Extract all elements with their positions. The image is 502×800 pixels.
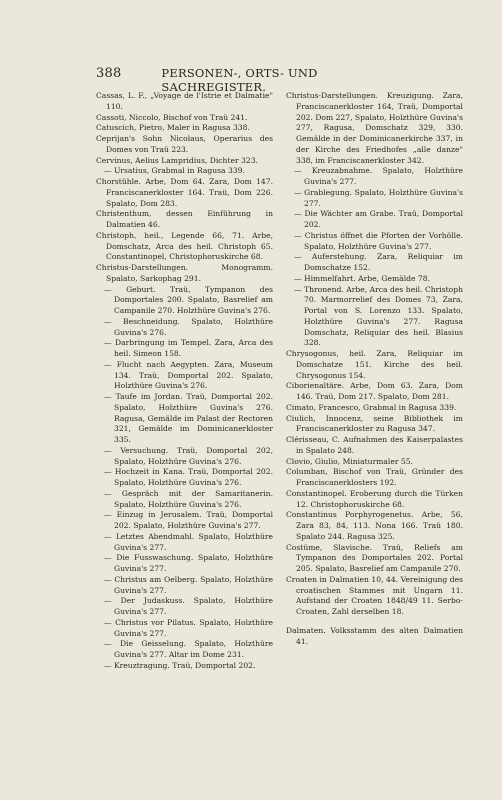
index-subentry: — Einzug in Jerusalem. Traü, Domportal 202. Spalato, Holzthüre Guvina's 277. xyxy=(104,510,273,530)
index-entry: Cassoti, Niccolo, Bischof von Traü 241. xyxy=(96,112,248,122)
index-entry: Clovio, Giulio, Miniaturmaler 55. xyxy=(286,456,413,466)
index-entry: Cassas, L. F., „Voyage de l'Istrie et Dalmatie" 110. xyxy=(96,91,273,111)
index-subentry: — Ursatius, Grabmal in Ragusa 339. xyxy=(104,166,245,176)
index-column-right xyxy=(286,91,463,647)
index-entry: Costüme, Slavische. Traü, Reliefs am Tympanon des Domportales 202. Portal 205. Spalato, Basrelief am Campanile 270. xyxy=(286,542,463,573)
index-entry: Dalmaten. Volksstamm des alten Dalmatien 41. xyxy=(286,625,463,646)
index-entry: Christenthum, dessen Einführung in Dalmatien 46. xyxy=(96,209,273,229)
index-subentry: — Die Geisselung. Spalato, Holzthüre Guvina's 277. Altar im Dome 231. xyxy=(104,639,273,659)
index-entry: Chorstühle. Arbe, Dom 64. Zara, Dom 147. Franciscanerkloster 164. Traü, Dom 226. Spalato, Dom 283. xyxy=(96,177,273,208)
index-entry: Ceprijan's Sohn Nicolaus, Operarius des Domes von Traü 223. xyxy=(96,134,273,154)
index-subentry: — Himmelfahrt. Arbe, Gemälde 78. xyxy=(294,273,430,283)
index-subentry: — Gespräch mit der Samaritanerin. Spalato, Holzthüre Guvina's 276. xyxy=(104,488,273,509)
index-subentry: — Thronend. Arbe, Arca des heil. Christoph 70. Marmorrelief des Domes 73, Zara, Portal von S. Lorenzo 133. Spalato, Holzthüre Guvina's 277. Ragusa Domschatz, Reliquiar des heil. Blasius 328. xyxy=(294,284,463,348)
index-entry: Cervinus, Aelius Lampridius, Dichter 323. xyxy=(96,155,258,165)
index-subentry: — Letztes Abendmahl. Spalato, Holzthüre Guvina's 277. xyxy=(104,531,273,552)
index-subentry: — Auferstehung. Zara, Reliquiar im Domschatze 152. xyxy=(294,252,463,272)
index-subentry: — Darbringung im Tempel. Zara, Arca des heil. Simeon 158. xyxy=(104,338,273,358)
index-entry: Clérisseau, C. Aufnahmen des Kaiserpalastes in Spalato 248. xyxy=(286,435,463,455)
entry-gap xyxy=(286,618,463,626)
index-subentry: — Die Wächter am Grabe. Traü, Domportal 202. xyxy=(294,209,463,229)
index-column-left xyxy=(96,91,273,672)
index-subentry: — Versuchung. Traü, Domportal 202, Spalato, Holzthüre Guvina's 276. xyxy=(104,445,273,466)
index-subentry: — Der Judaskuss. Spalato, Holzthüre Guvina's 277. xyxy=(104,596,273,616)
index-subentry: — Christus öffnet die Pforten der Vorhölle. Spalato, Holzthüre Guvina's 277. xyxy=(294,230,463,251)
index-subentry: — Geburt. Traü, Tympanon des Domportales 200. Spalato, Basrelief am Campanile 270. Holzthüre Guvina's 276. xyxy=(104,284,273,315)
index-subentry: — Die Fusswaschung. Spalato, Holzthüre Guvina's 277. xyxy=(104,553,273,573)
index-entry: Columban, Bischof von Traü, Gründer des Franciscanerklosters 192. xyxy=(286,467,463,487)
index-entry: Constantinopel. Eroberung durch die Türken 12. Christophoruskirche 68. xyxy=(286,488,463,509)
running-title: PERSONEN-, ORTS- UND SACHREGISTER. xyxy=(161,66,318,94)
index-entry: Catuscich, Pietro, Maler in Ragusa 338. xyxy=(96,123,250,133)
index-subentry: — Beschneidung. Spalato, Holzthüre Guvina's 276. xyxy=(104,316,273,337)
index-entry: Chrysogonus, heil. Zara, Reliquiar im Domschatze 151. Kirche des heil. Chrysogonus 154. xyxy=(286,349,463,380)
index-subentry: — Christus vor Pilatus. Spalato, Holzthüre Guvina's 277. xyxy=(104,617,273,638)
index-entry: Ciulich, Innocenz, seine Bibliothek im Franciscanerkloster zu Ragusa 347. xyxy=(286,413,463,434)
page-header xyxy=(96,66,396,94)
index-subentry: — Hochzeit in Kana. Traü, Domportal 202. Spalato, Holzthüre Guvina's 276. xyxy=(104,467,273,487)
index-entry: Christoph, heil., Legende 66, 71. Arbe, Domschatz, Arca des heil. Christoph 65. Constantinopel, Christophoruskirche 68. xyxy=(96,230,273,262)
index-subentry: — Taufe im Jordan. Traü, Domportal 202. Spalato, Holzthüre Guvina's 276. Ragusa, Gemälde im Palast der Rectoren 321, Gemälde im Dominicanerkloster 335. xyxy=(104,392,273,444)
index-subentry: — Grablegung. Spalato, Holzthüre Guvina's 277. xyxy=(294,187,463,208)
index-subentry: — Christus am Oelberg. Spalato, Holzthüre Guvina's 277. xyxy=(104,574,273,595)
index-subentry: — Flucht nach Aegypten. Zara, Museum 134. Traü, Domportal 202. Spalato, Holzthüre Guvina's 276. xyxy=(104,359,273,391)
page-number: 388 xyxy=(96,66,122,81)
index-subentry: — Kreuztragung. Traü, Domportal 202. xyxy=(104,660,256,670)
index-entry: Christus-Darstellungen. Monogramm. Spalato, Sarkophag 291. xyxy=(96,263,273,283)
index-entry: Constantinus Porphyrogenetus. Arbe, 56, Zara 83, 84, 113. Nona 166. Traü 180. Spalato 244. Ragusa 325. xyxy=(286,510,463,541)
index-entry: Christus-Darstellungen. Kreuzigung. Zara, Franciscanerkloster 164, Traü, Domportal 202. Dom 227, Spalato, Holzthüre Guvina's 277, Ragusa, Domschatz 329, 330. Gemälde in der Dominicanerkirche 337, in der Kirche des Friedhofes „alle danze" 338, im Franciscanerkloster 342. xyxy=(286,91,463,165)
index-entry: Cimato, Francesco, Grabmal in Ragusa 339. xyxy=(286,402,457,412)
index-entry: Croaten in Dalmatien 10, 44. Vereinigung des croatischen Stammes mit Ungarn 11. Aufstand der Croaten 1848/49 11. Serbo-Croaten, Zahl derselben 18. xyxy=(286,574,463,616)
index-subentry: — Kreuzabnahme. Spalato, Holzthüre Guvina's 277. xyxy=(294,166,463,186)
index-entry: Ciborienaltäre. Arbe, Dom 63. Zara, Dom 146. Traü, Dom 217. Spalato, Dom 281. xyxy=(286,381,463,401)
